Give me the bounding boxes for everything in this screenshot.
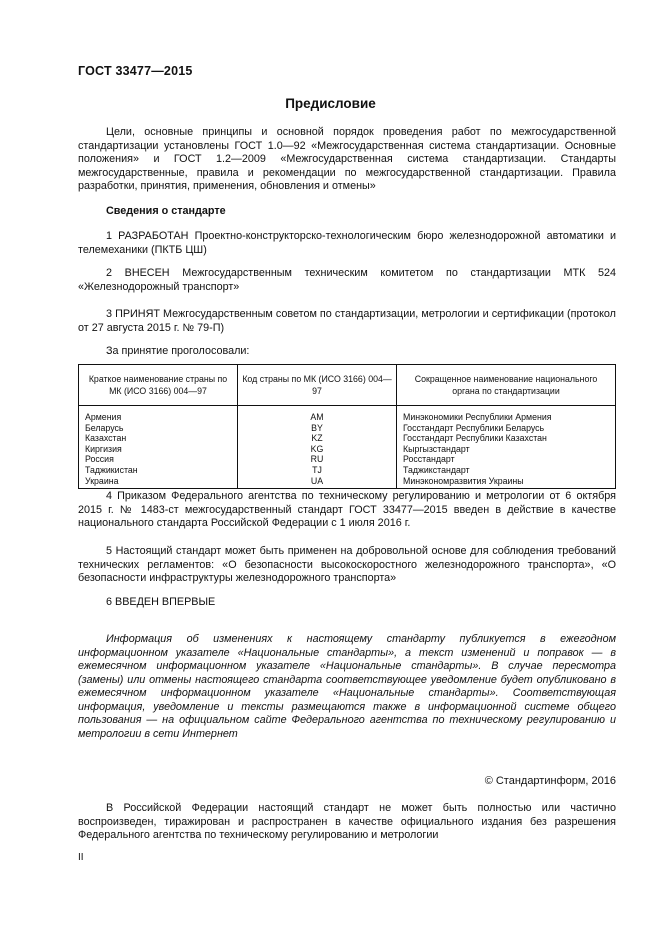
votes-table [78, 364, 616, 489]
country-code: RU [238, 454, 397, 465]
table-row [79, 406, 616, 423]
country-name: Армения [79, 406, 238, 423]
standards-body: Росстандарт [397, 454, 616, 465]
standards-body: Минэкономики Республики Армения [397, 406, 616, 423]
country-name: Таджикистан [79, 465, 238, 476]
country-name: Беларусь [79, 423, 238, 434]
copyright-line: © Стандартинформ, 2016 [484, 775, 616, 787]
table-row [79, 465, 616, 476]
header-standards-body: Сокращенное наименование национального органа по стандартизации [397, 365, 616, 406]
standards-body: Госстандарт Республики Казахстан [397, 433, 616, 444]
document-number: ГОСТ 33477—2015 [78, 64, 193, 78]
item-4: 4 Приказом Федерального агентства по техническому регулированию и метрологии от 6 октября 2015 г. № 1483-ст межгосударственный стандарт ГОСТ 33477—2015 введен в действие в качестве национального стандарта Российской Федерации с 1 июля 2016 г. [78, 490, 616, 529]
standards-body: Кыргызстандарт [397, 444, 616, 455]
information-notice: Информация об изменениях к настоящему стандарту публикуется в ежегодном информационном указателе «Национальные стандарты», а текст изменений и поправок — в ежемесячном информационном указателе «Национальные стандарты». В случае пересмотра (замены) или отмены настоящего стандарта соответствующее уведомление будет опубликовано в ежемесячном информационном указателе «Национальные стандарты». Соответствующая информация, уведомление и тексты размещаются также в информационной системе общего пользования — на официальном сайте Федерального агентства по техническому регулированию и метрологии в сети Интернет [78, 633, 616, 740]
country-code: AM [238, 406, 397, 423]
country-code: UA [238, 476, 397, 489]
table-header-row [79, 365, 616, 406]
item-5: 5 Настоящий стандарт может быть применен на добровольной основе для соблюдения требований технических регламентов: «О безопасности высокоскоростного железнодорожного транспорта», «О безопасности инфраструктуры железнодорожного транспорта» [78, 545, 616, 584]
page-title: Предисловие [285, 96, 376, 111]
country-name: Казахстан [79, 433, 238, 444]
intro-paragraph: Цели, основные принципы и основной порядок проведения работ по межгосударственной стандартизации установлены ГОСТ 1.0—92 «Межгосударственная система стандартизации. Основные положения» и ГОСТ 1.2—2009 «Межгосударственная система стандартизации. Стандарты межгосударственные, правила и рекомендации по межгосударственной стандартизации. Правила разработки, принятия, применения, обновления и отмены» [78, 126, 616, 192]
header-country-name: Краткое наименование страны по МК (ИСО 3166) 004—97 [79, 365, 238, 406]
table-row [79, 476, 616, 489]
header-country-code: Код страны по МК (ИСО 3166) 004—97 [238, 365, 397, 406]
page-number: II [78, 852, 84, 863]
country-code: TJ [238, 465, 397, 476]
standards-body: Таджикстандарт [397, 465, 616, 476]
country-name: Россия [79, 454, 238, 465]
table-row [79, 423, 616, 434]
table-row [79, 433, 616, 444]
item-6: 6 ВВЕДЕН ВПЕРВЫЕ [106, 596, 216, 608]
section-heading: Сведения о стандарте [106, 205, 226, 217]
table-row [79, 454, 616, 465]
country-code: KZ [238, 433, 397, 444]
votes-label: За принятие проголосовали: [106, 345, 250, 357]
item-2: 2 ВНЕСЕН Межгосударственным техническим комитетом по стандартизации МТК 524 «Железнодорожный транспорт» [78, 267, 616, 293]
country-name: Киргизия [79, 444, 238, 455]
item-3: 3 ПРИНЯТ Межгосударственным советом по стандартизации, метрологии и сертификации (протокол от 27 августа 2015 г. № 79-П) [78, 308, 616, 334]
country-code: KG [238, 444, 397, 455]
country-name: Украина [79, 476, 238, 489]
standards-body: Минэкономразвития Украины [397, 476, 616, 489]
table-row [79, 444, 616, 455]
standards-body: Госстандарт Республики Беларусь [397, 423, 616, 434]
item-1: 1 РАЗРАБОТАН Проектно-конструкторско-технологическим бюро железнодорожной автоматики и телемеханики (ПКТБ ЦШ) [78, 230, 616, 256]
reproduction-notice: В Российской Федерации настоящий стандарт не может быть полностью или частично воспроизведен, тиражирован и распространен в качестве официального издания без разрешения Федерального агентства по техническому регулированию и метрологии [78, 802, 616, 841]
country-code: BY [238, 423, 397, 434]
